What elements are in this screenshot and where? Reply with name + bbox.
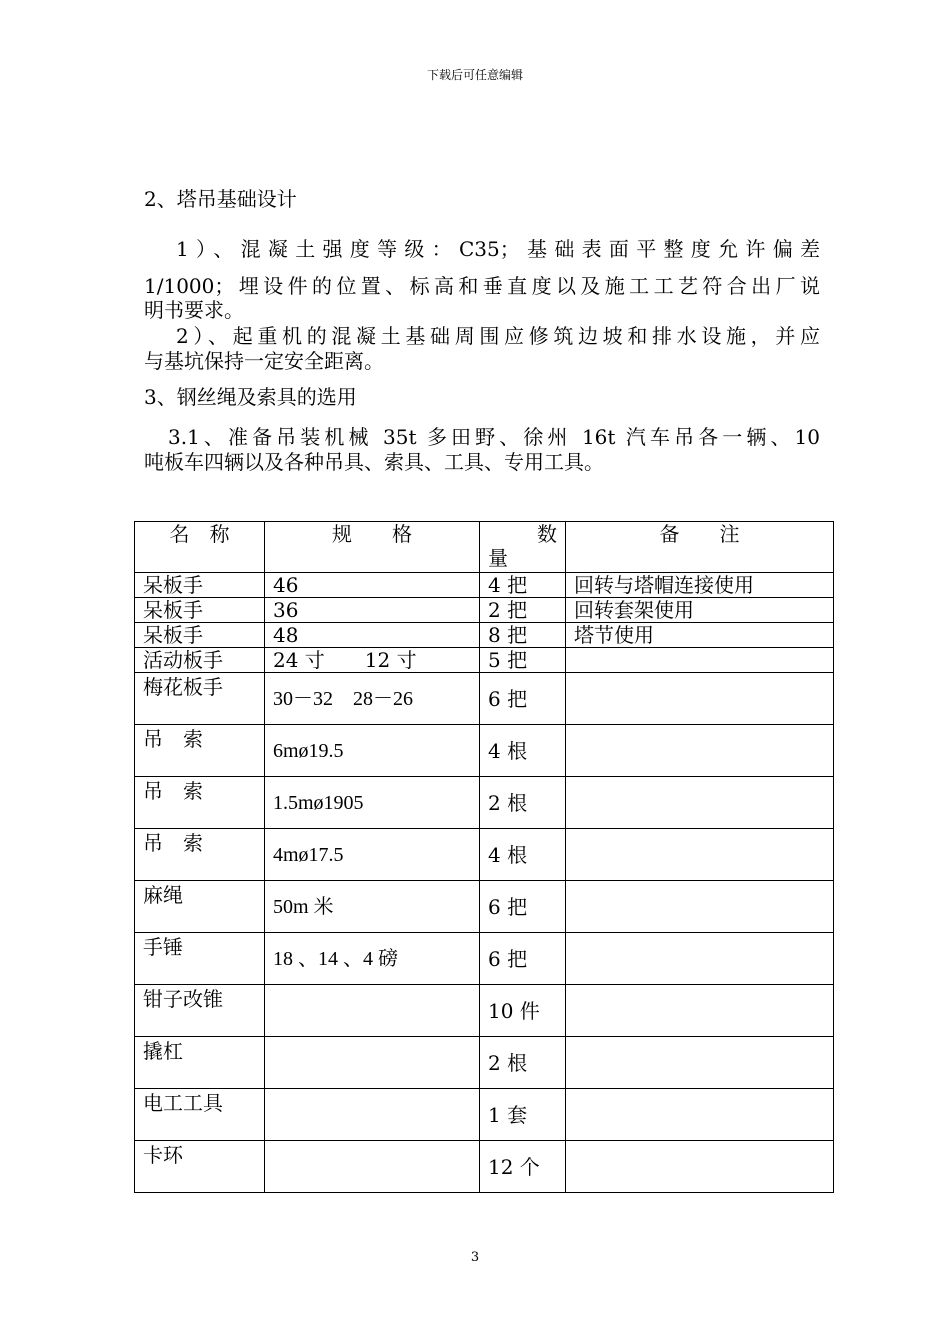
cell-remark: [566, 1089, 834, 1141]
cell-spec: [265, 1141, 480, 1193]
table-row: [135, 573, 834, 598]
cell-qty: 4 根: [480, 725, 566, 777]
cell-spec: 48: [265, 623, 480, 648]
cell-remark: [566, 1037, 834, 1089]
cell-spec: 4mø17.5: [265, 829, 480, 881]
section-2-para1-line3: 明书要求。: [144, 298, 244, 322]
cell-spec: [265, 1037, 480, 1089]
table-row: [135, 1037, 834, 1089]
section-2-para1-line1: 1）、混凝土强度等级：C35；基础表面平整度允许偏差: [176, 237, 820, 261]
cell-spec: [265, 1089, 480, 1141]
table-header-row: [135, 522, 834, 573]
cell-remark: [566, 1141, 834, 1193]
table-row: [135, 829, 834, 881]
cell-remark: [566, 933, 834, 985]
page-number: 3: [470, 1250, 480, 1265]
cell-remark: 回转套架使用: [566, 598, 834, 623]
cell-remark: [566, 777, 834, 829]
section-2-title: 2、塔吊基础设计: [144, 187, 297, 211]
table-row: [135, 777, 834, 829]
cell-qty: 5 把: [480, 648, 566, 673]
cell-name: 撬杠: [135, 1037, 265, 1089]
table-row: [135, 725, 834, 777]
cell-remark: [566, 985, 834, 1037]
header-remark: 备 注: [566, 522, 834, 573]
cell-name: 呆板手: [135, 623, 265, 648]
tools-table: [134, 521, 834, 1193]
cell-spec: 24 寸 12 寸: [265, 648, 480, 673]
table-row: [135, 881, 834, 933]
cell-spec: 46: [265, 573, 480, 598]
page-header-note: 下载后可任意编辑: [426, 68, 523, 82]
cell-name: 梅花板手: [135, 673, 265, 725]
section-3-para1-line1: 3.1、准备吊装机械 35t 多田野、徐州 16t 汽车吊各一辆、10: [168, 425, 820, 449]
cell-spec: 36: [265, 598, 480, 623]
cell-name: 电工工具: [135, 1089, 265, 1141]
section-2-para2-line1: 2）、起重机的混凝土基础周围应修筑边坡和排水设施，并应: [176, 324, 820, 348]
cell-remark: [566, 829, 834, 881]
cell-spec: 6mø19.5: [265, 725, 480, 777]
cell-qty: 6 把: [480, 673, 566, 725]
cell-spec: 50m 米: [265, 881, 480, 933]
cell-remark: [566, 725, 834, 777]
header-qty-bottom: 量: [488, 546, 508, 570]
header-qty: [480, 522, 566, 573]
cell-name: 钳子改锥: [135, 985, 265, 1037]
cell-qty: 2 根: [480, 1037, 566, 1089]
header-name: 名 称: [135, 522, 265, 573]
table-row: [135, 1089, 834, 1141]
section-2-para1-line2: 1/1000；埋设件的位置、标高和垂直度以及施工工艺符合出厂说: [144, 274, 820, 298]
cell-qty: 2 根: [480, 777, 566, 829]
cell-remark: [566, 881, 834, 933]
cell-remark: [566, 673, 834, 725]
cell-qty: 6 把: [480, 933, 566, 985]
table-row: [135, 598, 834, 623]
cell-qty: 1 套: [480, 1089, 566, 1141]
cell-remark: 塔节使用: [566, 623, 834, 648]
cell-name: 卡环: [135, 1141, 265, 1193]
cell-remark: [566, 648, 834, 673]
cell-spec: 30－32 28－26: [265, 673, 480, 725]
cell-name: 呆板手: [135, 598, 265, 623]
cell-name: 活动板手: [135, 648, 265, 673]
cell-qty: 8 把: [480, 623, 566, 648]
cell-name: 吊 索: [135, 829, 265, 881]
cell-qty: 2 把: [480, 598, 566, 623]
cell-name: 手锤: [135, 933, 265, 985]
header-qty-top: 数: [537, 522, 557, 546]
cell-qty: 4 把: [480, 573, 566, 598]
cell-name: 呆板手: [135, 573, 265, 598]
cell-name: 吊 索: [135, 777, 265, 829]
cell-spec: [265, 985, 480, 1037]
cell-spec: 18 、14 、4 磅: [265, 933, 480, 985]
table-row: [135, 1141, 834, 1193]
header-spec: 规 格: [265, 522, 480, 573]
section-3-title: 3、钢丝绳及索具的选用: [144, 385, 357, 409]
cell-name: 麻绳: [135, 881, 265, 933]
table-row: [135, 673, 834, 725]
cell-qty: 4 根: [480, 829, 566, 881]
cell-spec: 1.5mø1905: [265, 777, 480, 829]
section-2-para2-line2: 与基坑保持一定安全距离。: [144, 349, 384, 373]
table-row: [135, 985, 834, 1037]
table-row: [135, 648, 834, 673]
cell-name: 吊 索: [135, 725, 265, 777]
section-3-para1-line2: 吨板车四辆以及各种吊具、索具、工具、专用工具。: [144, 450, 604, 474]
cell-qty: 6 把: [480, 881, 566, 933]
cell-qty: 12 个: [480, 1141, 566, 1193]
cell-qty: 10 件: [480, 985, 566, 1037]
table-row: [135, 933, 834, 985]
cell-remark: 回转与塔帽连接使用: [566, 573, 834, 598]
table-row: [135, 623, 834, 648]
